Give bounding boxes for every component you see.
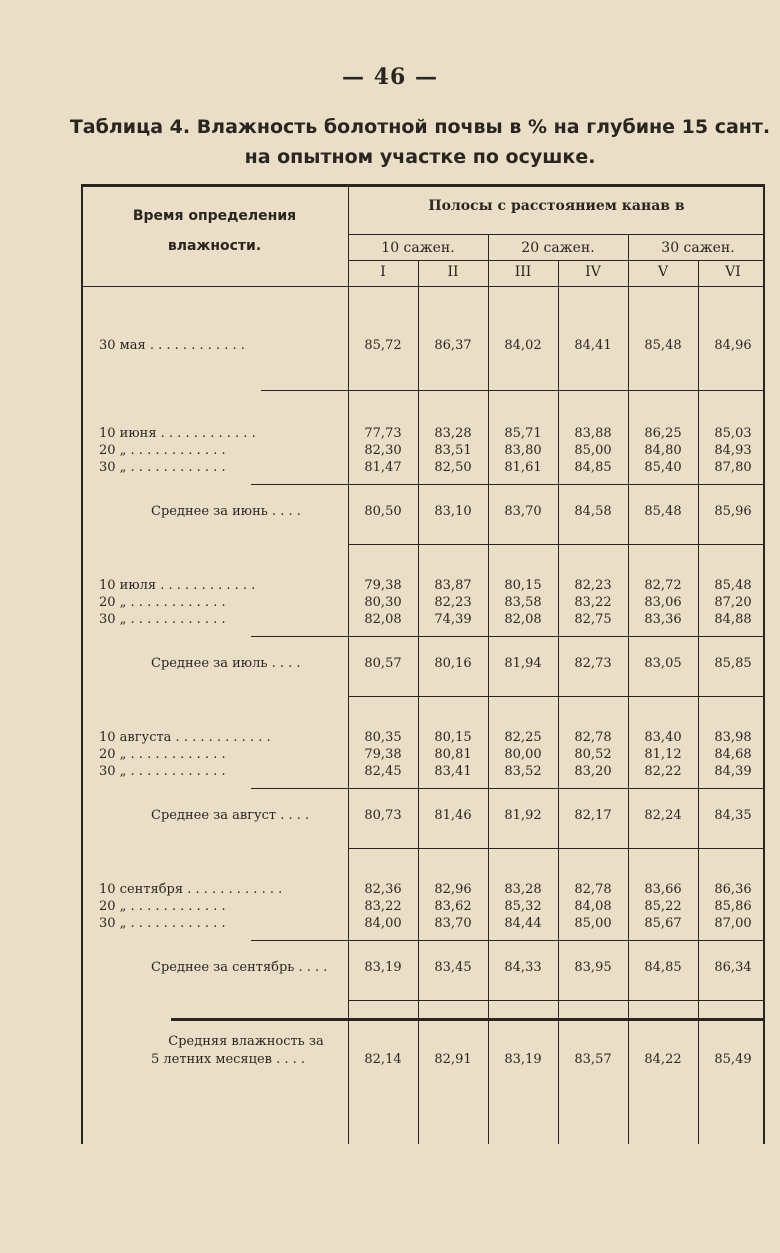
row-block-1-1-value-3: 84,02 [504, 338, 542, 353]
avg-separator [251, 636, 348, 637]
table-left-rule [81, 184, 83, 1144]
row-block-4-3-value-3: 83,52 [504, 764, 542, 779]
avg-row-3-value-3: 81,94 [504, 656, 542, 671]
row-block-4-3-value-6: 84,39 [714, 764, 752, 779]
row-block-2-3-value-6: 87,80 [714, 460, 752, 475]
column-rule [488, 234, 489, 1144]
row-block-3-2-value-1: 80,30 [364, 595, 402, 610]
block-separator [261, 390, 348, 391]
row-block-2-2-value-6: 84,93 [714, 443, 752, 458]
page-number: — 46 — [342, 64, 438, 90]
row-block-4-3-value-5: 82,22 [644, 764, 682, 779]
row-block-3-3-value-6: 84,88 [714, 612, 752, 627]
column-rule [628, 234, 629, 1144]
row-block-1-1-value-4: 84,41 [574, 338, 612, 353]
avg-row-5-value-2: 83,45 [434, 960, 472, 975]
avg-row-4-value-4: 82,17 [574, 808, 612, 823]
avg-row-5-label: Среднее за сентябрь . . . . [151, 960, 328, 975]
row-block-5-1-value-2: 82,96 [434, 882, 472, 897]
row-block-5-2-value-5: 85,22 [644, 899, 682, 914]
row-block-2-3-value-4: 84,85 [574, 460, 612, 475]
row-block-5-2-label: 20 „ . . . . . . . . . . . . [99, 899, 226, 914]
row-block-3-1-value-5: 82,72 [644, 578, 682, 593]
row-block-2-2-value-5: 84,80 [644, 443, 682, 458]
column-rule [698, 260, 699, 1144]
row-block-4-1-value-4: 82,78 [574, 730, 612, 745]
row-block-3-1-value-2: 83,87 [434, 578, 472, 593]
row-block-5-2-value-4: 84,08 [574, 899, 612, 914]
row-block-4-2-label: 20 „ . . . . . . . . . . . . [99, 747, 226, 762]
row-block-5-1-value-1: 82,36 [364, 882, 402, 897]
row-block-4-2-value-6: 84,68 [714, 747, 752, 762]
row-block-5-1-value-6: 86,36 [714, 882, 752, 897]
row-block-4-2-value-5: 81,12 [644, 747, 682, 762]
avg-row-3-value-5: 83,05 [644, 656, 682, 671]
row-block-1-1-label: 30 мая . . . . . . . . . . . . [99, 338, 245, 353]
row-block-2-2-value-1: 82,30 [364, 443, 402, 458]
avg-row-4-label: Среднее за август . . . . [151, 808, 310, 823]
avg-separator [348, 940, 765, 941]
row-block-3-2-label: 20 „ . . . . . . . . . . . . [99, 595, 226, 610]
avg-row-5-value-6: 86,34 [714, 960, 752, 975]
title-line-1: Таблица 4. Влажность болотной почвы в % на глубине 15 сант. [69, 116, 771, 138]
row-block-2-1-value-5: 86,25 [644, 426, 682, 441]
row-block-2-3-value-3: 81,61 [504, 460, 542, 475]
avg-row-5-value-3: 84,33 [504, 960, 542, 975]
row-block-4-2-value-1: 79,38 [364, 747, 402, 762]
column-header-i: I [380, 264, 386, 280]
avg-row-3-value-6: 85,85 [714, 656, 752, 671]
group-header-1: 10 сажен. [381, 240, 455, 256]
table-top-rule [81, 184, 765, 187]
row-block-2-1-value-3: 85,71 [504, 426, 542, 441]
final-thick-rule [171, 1018, 765, 1021]
avg-row-4-value-1: 80,73 [364, 808, 402, 823]
row-block-5-3-value-2: 83,70 [434, 916, 472, 931]
final-value-1: 82,14 [364, 1052, 402, 1067]
group-header-2: 20 сажен. [521, 240, 595, 256]
row-block-3-3-value-3: 82,08 [504, 612, 542, 627]
row-block-3-3-value-5: 83,36 [644, 612, 682, 627]
avg-row-2-value-6: 85,96 [714, 504, 752, 519]
row-block-5-1-value-4: 82,78 [574, 882, 612, 897]
row-block-4-1-value-5: 83,40 [644, 730, 682, 745]
avg-separator [251, 940, 348, 941]
row-block-5-2-value-2: 83,62 [434, 899, 472, 914]
row-block-5-2-value-3: 85,32 [504, 899, 542, 914]
header-bottom-rule [81, 286, 765, 287]
row-block-5-2-value-1: 83,22 [364, 899, 402, 914]
row-block-2-3-value-2: 82,50 [434, 460, 472, 475]
row-block-4-1-value-3: 82,25 [504, 730, 542, 745]
avg-row-3-label: Среднее за июль . . . . [151, 656, 301, 671]
row-block-4-1-value-2: 80,15 [434, 730, 472, 745]
final-value-4: 83,57 [574, 1052, 612, 1067]
avg-row-3-value-4: 82,73 [574, 656, 612, 671]
row-block-4-3-value-4: 83,20 [574, 764, 612, 779]
row-block-5-3-label: 30 „ . . . . . . . . . . . . [99, 916, 226, 931]
row-block-4-1-value-1: 80,35 [364, 730, 402, 745]
avg-row-2-label: Среднее за июнь . . . . [151, 504, 301, 519]
final-value-5: 84,22 [644, 1052, 682, 1067]
row-block-1-1-value-6: 84,96 [714, 338, 752, 353]
row-block-1-1-value-1: 85,72 [364, 338, 402, 353]
table-title [60, 112, 780, 172]
avg-separator [251, 484, 348, 485]
header-group-rule [348, 234, 765, 235]
row-block-2-3-label: 30 „ . . . . . . . . . . . . [99, 460, 226, 475]
row-block-5-3-value-3: 84,44 [504, 916, 542, 931]
block-separator [348, 848, 765, 849]
avg-separator [251, 788, 348, 789]
header-strips-label: Полосы с расстоянием канав в [428, 198, 685, 214]
avg-row-5-value-4: 83,95 [574, 960, 612, 975]
row-block-2-1-label: 10 июня . . . . . . . . . . . . [99, 426, 256, 441]
row-block-4-3-label: 30 „ . . . . . . . . . . . . [99, 764, 226, 779]
row-block-3-2-value-4: 83,22 [574, 595, 612, 610]
humidity-table [81, 184, 765, 1144]
row-block-2-1-value-1: 77,73 [364, 426, 402, 441]
column-header-iii: III [514, 264, 532, 280]
row-block-3-1-value-3: 80,15 [504, 578, 542, 593]
avg-row-4-value-2: 81,46 [434, 808, 472, 823]
avg-row-2-value-4: 84,58 [574, 504, 612, 519]
avg-row-2-value-3: 83,70 [504, 504, 542, 519]
row-block-3-3-value-1: 82,08 [364, 612, 402, 627]
avg-row-4-value-6: 84,35 [714, 808, 752, 823]
avg-separator [348, 636, 765, 637]
row-block-4-1-label: 10 августа . . . . . . . . . . . . [99, 730, 271, 745]
row-block-4-2-value-3: 80,00 [504, 747, 542, 762]
row-block-4-3-value-1: 82,45 [364, 764, 402, 779]
avg-separator [348, 484, 765, 485]
row-block-3-1-value-1: 79,38 [364, 578, 402, 593]
column-header-ii: II [447, 264, 459, 280]
row-block-5-1-label: 10 сентября . . . . . . . . . . . . [99, 882, 283, 897]
avg-row-2-value-5: 85,48 [644, 504, 682, 519]
avg-row-5-value-5: 84,85 [644, 960, 682, 975]
column-header-v: V [657, 264, 669, 280]
row-block-3-1-value-4: 82,23 [574, 578, 612, 593]
column-header-vi: VI [725, 264, 741, 280]
row-block-4-2-value-4: 80,52 [574, 747, 612, 762]
row-block-5-2-value-6: 85,86 [714, 899, 752, 914]
avg-row-2-value-1: 80,50 [364, 504, 402, 519]
avg-row-3-value-2: 80,16 [434, 656, 472, 671]
row-block-2-1-value-4: 83,88 [574, 426, 612, 441]
row-block-3-3-value-4: 82,75 [574, 612, 612, 627]
row-block-2-2-label: 20 „ . . . . . . . . . . . . [99, 443, 226, 458]
row-block-4-2-value-2: 80,81 [434, 747, 472, 762]
row-block-5-1-value-5: 83,66 [644, 882, 682, 897]
row-block-5-1-value-3: 83,28 [504, 882, 542, 897]
row-block-3-1-value-6: 85,48 [714, 578, 752, 593]
block-separator [348, 1000, 765, 1001]
final-value-2: 82,91 [434, 1052, 472, 1067]
group-header-3: 30 сажен. [661, 240, 735, 256]
avg-row-4-value-3: 81,92 [504, 808, 542, 823]
avg-row-2-value-2: 83,10 [434, 504, 472, 519]
column-rule [418, 260, 419, 1144]
row-block-2-2-value-3: 83,80 [504, 443, 542, 458]
row-block-5-3-value-6: 87,00 [714, 916, 752, 931]
row-block-3-1-label: 10 июля . . . . . . . . . . . . [99, 578, 256, 593]
row-block-2-3-value-5: 85,40 [644, 460, 682, 475]
row-block-2-3-value-1: 81,47 [364, 460, 402, 475]
row-block-1-1-value-5: 85,48 [644, 338, 682, 353]
block-separator [348, 696, 765, 697]
block-separator [348, 390, 765, 391]
row-block-2-2-value-4: 85,00 [574, 443, 612, 458]
row-block-3-2-value-5: 83,06 [644, 595, 682, 610]
row-block-4-3-value-2: 83,41 [434, 764, 472, 779]
avg-row-5-value-1: 83,19 [364, 960, 402, 975]
row-block-3-2-value-3: 83,58 [504, 595, 542, 610]
avg-row-3-value-1: 80,57 [364, 656, 402, 671]
row-block-3-2-value-2: 82,23 [434, 595, 472, 610]
header-time-label: Время определения влажности. [132, 208, 297, 254]
row-block-1-1-value-2: 86,37 [434, 338, 472, 353]
column-header-iv: IV [585, 264, 601, 280]
final-label-line-1: Средняя влажность за [168, 1034, 324, 1049]
header-columns-rule [348, 260, 765, 261]
avg-separator [348, 788, 765, 789]
row-block-2-2-value-2: 83,51 [434, 443, 472, 458]
avg-row-4-value-5: 82,24 [644, 808, 682, 823]
final-value-6: 85,49 [714, 1052, 752, 1067]
final-label-line-2: 5 летних месяцев . . . . [151, 1052, 306, 1067]
row-block-4-1-value-6: 83,98 [714, 730, 752, 745]
row-block-5-3-value-4: 85,00 [574, 916, 612, 931]
block-separator [348, 544, 765, 545]
row-block-5-3-value-5: 85,67 [644, 916, 682, 931]
row-block-3-3-label: 30 „ . . . . . . . . . . . . [99, 612, 226, 627]
column-rule [558, 260, 559, 1144]
final-value-3: 83,19 [504, 1052, 542, 1067]
row-block-2-1-value-2: 83,28 [434, 426, 472, 441]
title-line-2: на опытном участке по осушке. [244, 146, 596, 168]
row-block-5-3-value-1: 84,00 [364, 916, 402, 931]
row-block-2-1-value-6: 85,03 [714, 426, 752, 441]
row-block-3-2-value-6: 87,20 [714, 595, 752, 610]
row-block-3-3-value-2: 74,39 [434, 612, 472, 627]
